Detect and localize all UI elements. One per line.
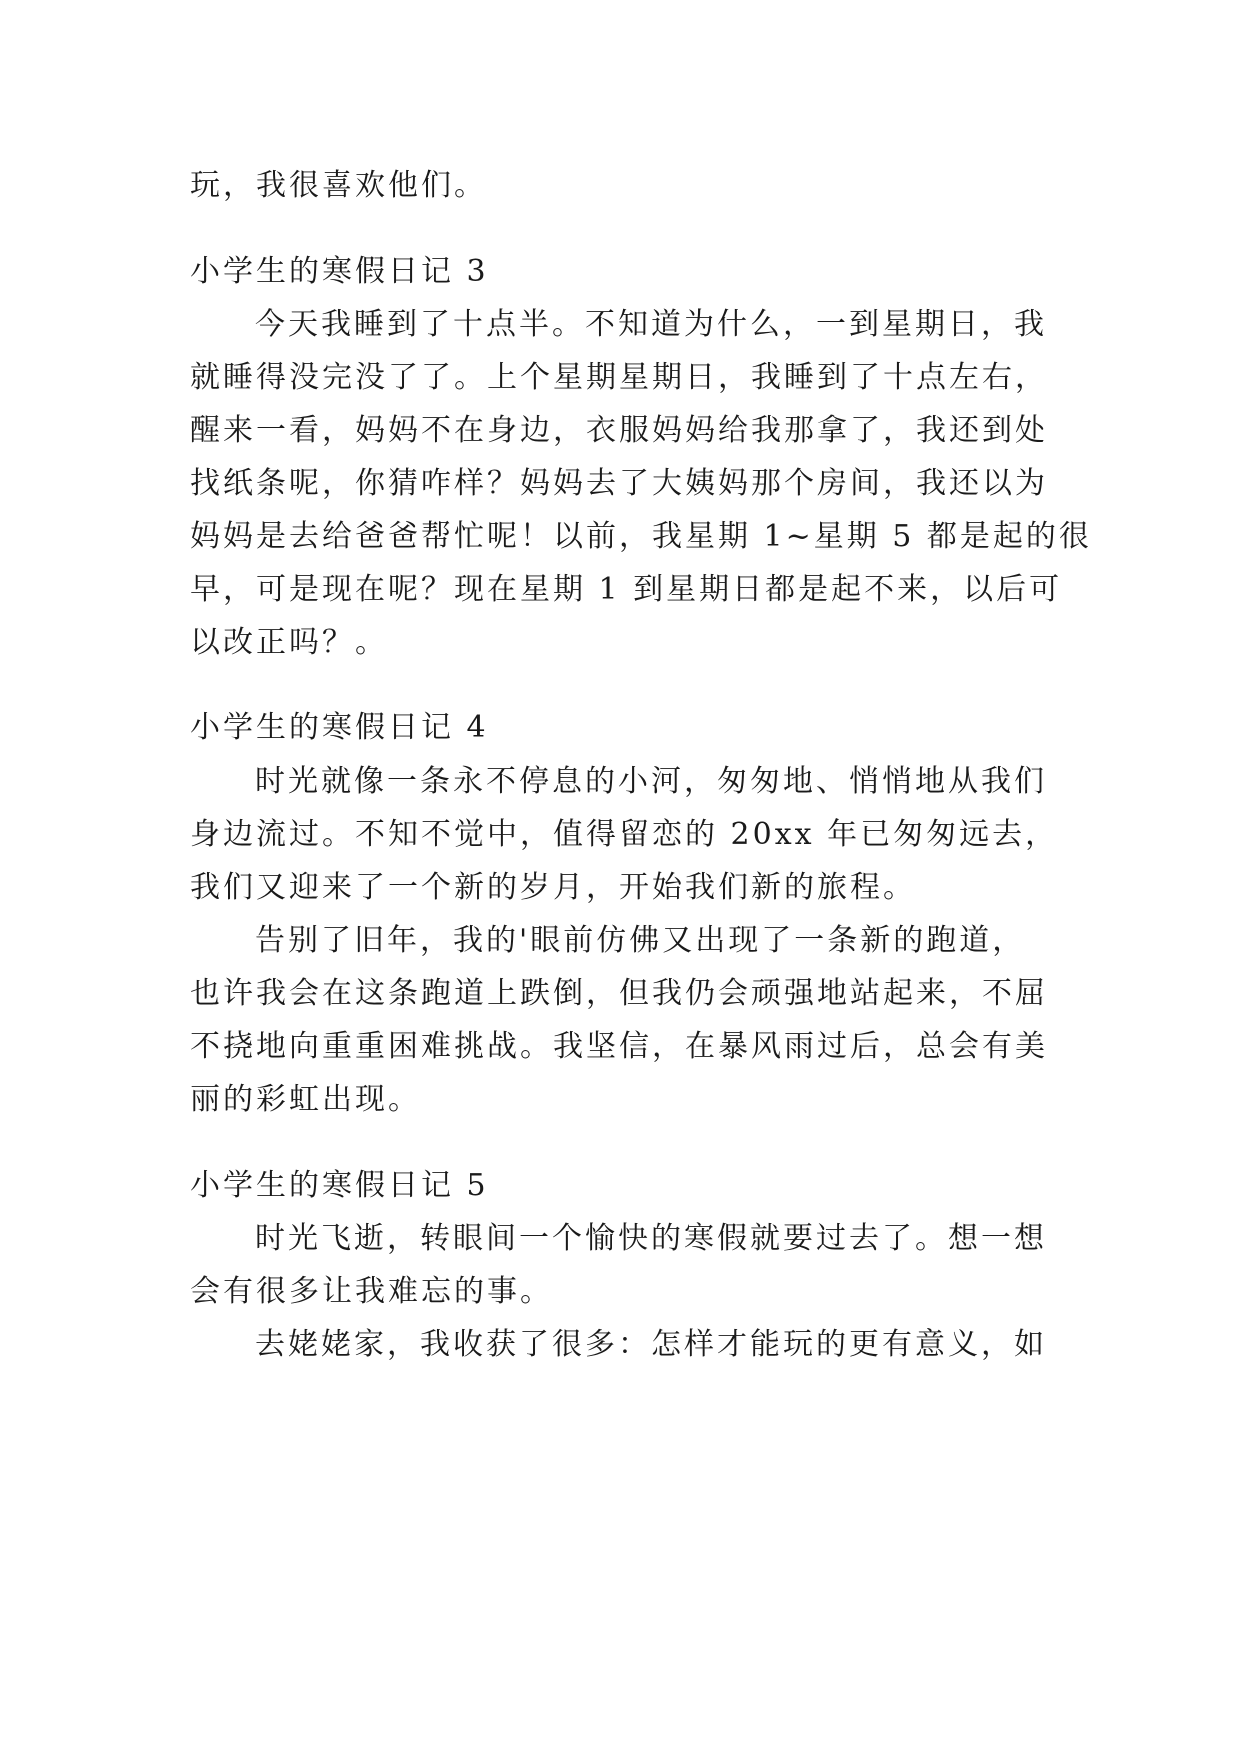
body-line: 会有很多让我难忘的事。 [190, 1274, 553, 1309]
body-line: 我们又迎来了一个新的岁月，开始我们新的旅程。 [190, 870, 916, 905]
body-line: 丽的彩虹出现。 [190, 1082, 421, 1117]
body-line: 就睡得没完没了了。上个星期星期日，我睡到了十点左右， [190, 360, 1048, 395]
body-line: 去姥姥家，我收获了很多：怎样才能玩的更有意义，如 [255, 1327, 1047, 1362]
section-heading-4: 小学生的寒假日记 4 [190, 710, 489, 745]
paragraph-continuation-line: 玩，我很喜欢他们。 [190, 168, 487, 203]
body-line: 早，可是现在呢？现在星期 1 到星期日都是起不来，以后可 [190, 572, 1063, 607]
body-line: 身边流过。不知不觉中，值得留恋的 20xx 年已匆匆远去， [190, 817, 1059, 852]
body-line: 今天我睡到了十点半。不知道为什么，一到星期日，我 [255, 307, 1047, 342]
body-line: 找纸条呢，你猜咋样？妈妈去了大姨妈那个房间，我还以为 [190, 466, 1048, 501]
body-line: 妈妈是去给爸爸帮忙呢！以前，我星期 1~星期 5 都是起的很 [190, 519, 1092, 554]
body-line: 告别了旧年，我的'眼前仿佛又出现了一条新的跑道， [255, 923, 1026, 958]
body-line: 时光飞逝，转眼间一个愉快的寒假就要过去了。想一想 [255, 1221, 1047, 1256]
body-line: 以改正吗？。 [190, 625, 388, 660]
body-line: 时光就像一条永不停息的小河，匆匆地、悄悄地从我们 [255, 764, 1047, 799]
section-heading-3: 小学生的寒假日记 3 [190, 254, 489, 289]
body-line: 不挠地向重重困难挑战。我坚信，在暴风雨过后，总会有美 [190, 1029, 1048, 1064]
section-heading-5: 小学生的寒假日记 5 [190, 1168, 489, 1203]
body-line: 也许我会在这条跑道上跌倒，但我仍会顽强地站起来，不屈 [190, 976, 1048, 1011]
body-line: 醒来一看，妈妈不在身边，衣服妈妈给我那拿了，我还到处 [190, 413, 1048, 448]
